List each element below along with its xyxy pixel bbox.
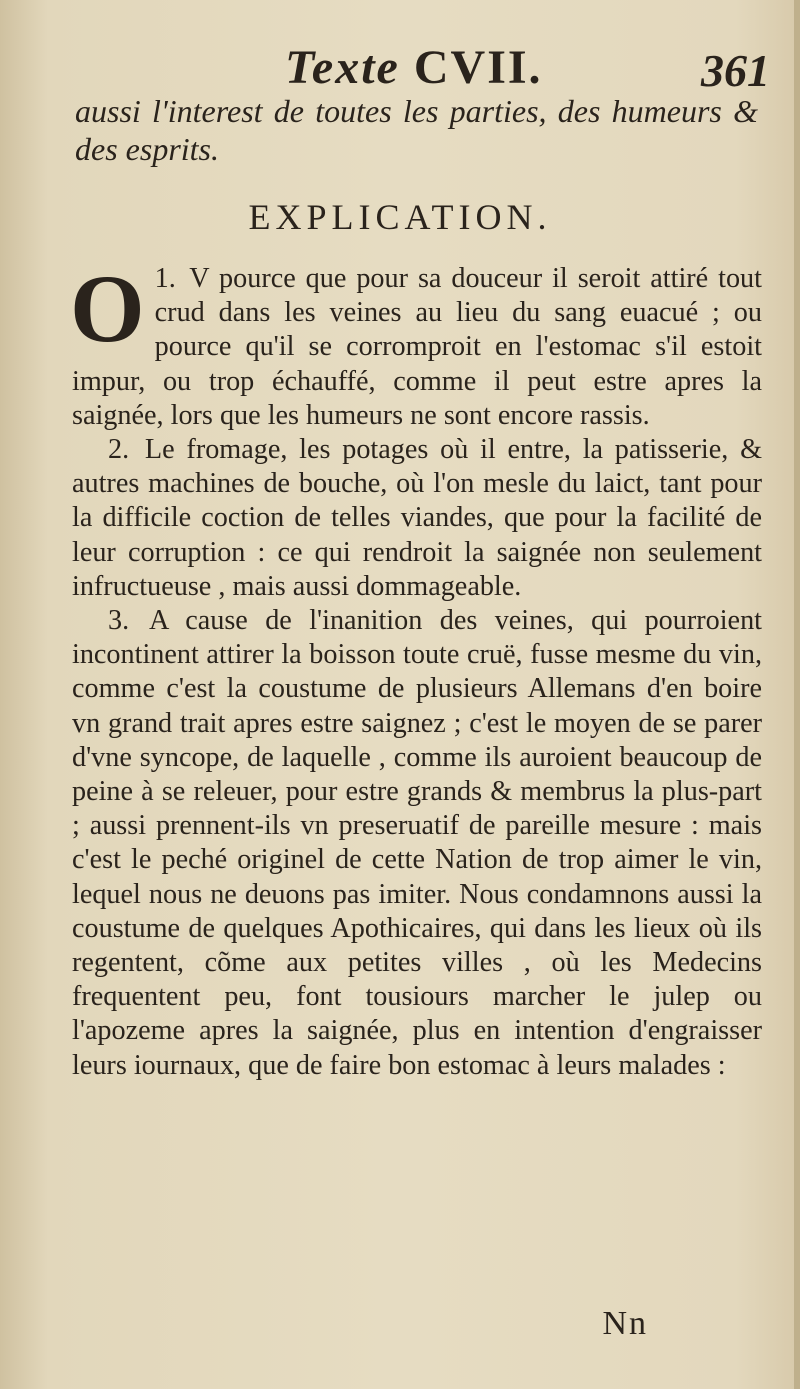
- running-title-number: CVII.: [413, 41, 543, 94]
- running-header: [70, 30, 770, 96]
- paragraph-3: [72, 604, 762, 1083]
- running-title: [285, 40, 543, 95]
- intro-text: aussi l'interest de toutes les parties, des humeurs & des esprits.: [75, 93, 758, 167]
- paragraph-1: [70, 255, 762, 433]
- paragraph-number: 1.: [154, 263, 176, 294]
- signature-mark: Nn: [602, 1305, 648, 1342]
- page-number: 361: [701, 45, 770, 96]
- paragraph-text: A cause de l'inanition des veines, qui pourroient incontinent attirer la boisson toute cruë, fusse mesme du vin, comme c'est la coustume de plusieurs Allemans d'en boire vn grand trait apres estre saignez ; c'est le moyen de se parer d'vne syncope, de laquelle , comme ils auroient beaucoup de peine à se releuer, pour estre grands & membrus la plus-part ; aussi prennent-ils vn preseruatif de pareille mesure : mais c'est le peché originel de cette Nation de trop aimer le vin, lequel nous ne deuons pas imiter. Nous condamnons aussi la coustume de quelques Apothicaires, qui dans les lieux où ils regentent, cõme aux petites villes , où les Medecins frequentent peu, font tousiours marcher le julep ou l'apozeme apres la saignée, plus en intention d'engraisser leurs iournaux, que de faire bon estomac à leurs malades :: [72, 605, 762, 1081]
- paragraph-number: 3.: [108, 605, 130, 637]
- running-title-italic: Texte: [285, 41, 400, 94]
- section-heading: EXPLICATION.: [248, 197, 552, 237]
- drop-cap: O: [70, 255, 145, 362]
- paragraph-text: Le fromage, les potages où il entre, la patisserie, & autres machines de bouche, où l'on mesle du laict, tant pour la difficile coction de telles viandes, que pour la facilité de leur corruption : ce qui rendroit la saignée non seulement infructueuse , mais aussi dommageable.: [72, 434, 763, 602]
- paragraph-2: [72, 433, 762, 604]
- paragraph-number: 2.: [108, 434, 130, 466]
- paragraph-text: V pource que pour sa douceur il seroit attiré tout crud dans les veines au lieu du sang euacué ; ou pource qu'il se corromproit en l'estomac s'il estoit impur, ou trop échauffé, comme il peut estre apres la saignée, lors que les humeurs ne sont encore rassis.: [72, 263, 762, 431]
- body-text: [70, 255, 763, 1083]
